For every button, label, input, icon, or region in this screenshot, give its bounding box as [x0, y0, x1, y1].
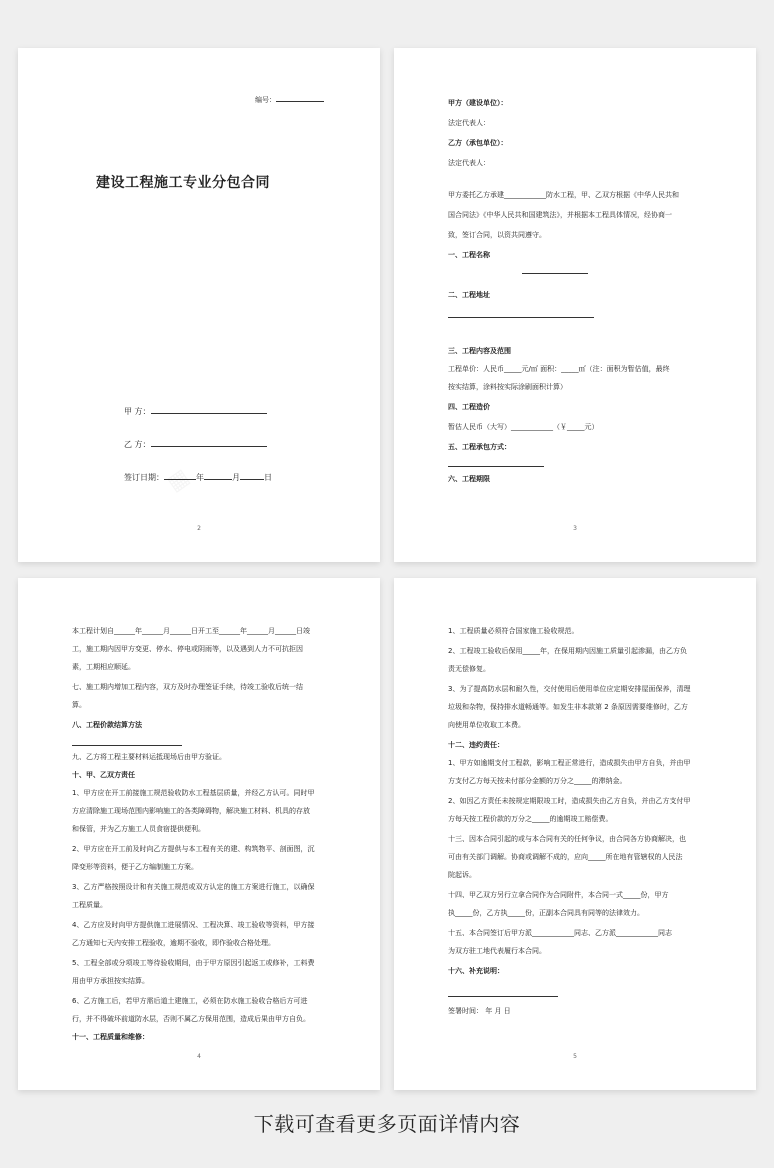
text-line: 本工程计划自______年______月______日开工至______年______月______日竣: [72, 627, 310, 635]
text-line: 工，施工期内因甲方变更、停水、停电或阴雨等，以及遇到人力不可抗拒因: [72, 645, 303, 653]
text-line: 6、乙方施工后，若甲方需后道土建施工，必须在防水施工验收合格后方可进: [72, 997, 308, 1005]
settlement-method-blank: [72, 738, 182, 746]
contract-page-3: [394, 48, 756, 562]
text-line: 十五、本合同签订后甲方派____________同志、乙方派____________同志: [448, 929, 672, 937]
serial-number: 编号：: [255, 94, 324, 105]
section-heading: 十二、违约责任：: [448, 741, 504, 749]
contract-page-5: [394, 578, 756, 1090]
text-line: 按实结算，涂料按实际涂刷面积计算）: [448, 383, 567, 391]
text-line: 责无偿修复。: [448, 665, 490, 673]
watermark: [163, 464, 194, 496]
text-line: 方应清除施工现场范围内影响施工的各类障碍物，解决施工材料、机具的存放: [72, 807, 310, 815]
page-4-text: [72, 626, 332, 1042]
text-line: 行，并不得破坏前道防水层，否则不属乙方保用范围，造成后果由甲方自负。: [72, 1015, 310, 1023]
text-line: 3、乙方严格按照设计和有关施工规范或双方认定的施工方案进行施工，以确保: [72, 883, 315, 891]
text-line: 降变形等资料，便于乙方编制施工方案。: [72, 863, 198, 871]
text-line: 暂估人民币（大写）____________（￥_____元）: [448, 423, 599, 431]
text-line: 垃圾和杂物，保持排水道畅通等。如发生非本款第 2 条原因需要维修时，乙方: [448, 703, 688, 711]
text-line: 九、乙方将工程主要材料运抵现场后由甲方验证。: [72, 753, 226, 761]
text-line: 2、甲方应在开工前及时向乙方提供与本工程有关的建、构筑物平、剖面图，沉: [72, 845, 315, 853]
section-heading: 十六、补充说明：: [448, 967, 504, 975]
supplement-blank: [448, 989, 558, 997]
text-line: 法定代表人：: [448, 119, 490, 127]
text-line: 2、工程竣工验收后保用_____年，在保用期内因施工质量引起渗漏，由乙方负: [448, 647, 687, 655]
text-line: 十三、因本合同引起的或与本合同有关的任何争议，由合同各方协商解决，也: [448, 835, 686, 843]
text-line: 方支付乙方每天按未付部分金额的万分之_____的滞纳金。: [448, 777, 627, 785]
text-line: 3、为了提高防水层和耐久性，交付使用后使用单位应定期安排屋面保养，清理: [448, 685, 691, 693]
section-heading: 八、工程价款结算方法: [72, 721, 142, 729]
project-address-blank: [448, 310, 594, 318]
page-5-text: [448, 626, 708, 1016]
text-line: 甲方委托乙方承建____________防水工程，甲、乙双方根据《中华人民共和: [448, 191, 679, 199]
download-more-banner[interactable]: 下载可查看更多页面详情内容: [253, 1112, 521, 1136]
party-b-field: 乙 方：: [124, 439, 267, 450]
text-line: 致，签订合同，以资共同遵守。: [448, 231, 546, 239]
section-heading: 十、甲、乙双方责任: [72, 771, 135, 779]
section-heading: 六、工程期限: [448, 475, 490, 483]
text-line: 1、甲方应在开工前接施工规范验收防水工程基层质量，并经乙方认可。同时甲: [72, 789, 315, 797]
text-line: 可由有关部门调解。协商或调解不成的，应向_____所在地有管辖权的人民法: [448, 853, 683, 861]
page-number: 5: [573, 1053, 577, 1060]
text-line: 1、甲方如逾期支付工程款，影响工程正常进行，造成损失由甲方自负，并由甲: [448, 759, 691, 767]
text-line: 5、工程全部或分项竣工等待验收期间，由于甲方原因引起返工或修补，工料费: [72, 959, 315, 967]
text-line: 向使用单位收取工本费。: [448, 721, 525, 729]
section-heading: 乙方（承包单位）：: [448, 139, 508, 147]
page-number: 3: [573, 525, 577, 532]
section-heading: 三、工程内容及范围: [448, 347, 511, 355]
text-line: 4、乙方应及时向甲方提供施工进展情况、工程决算、竣工验收等资料，甲方接: [72, 921, 315, 929]
text-line: 算。: [72, 701, 86, 709]
text-line: 用由甲方承担按实结算。: [72, 977, 149, 985]
text-line: 执_____份，乙方执_____份，正副本合同具有同等的法律效力。: [448, 909, 644, 917]
section-heading: 一、工程名称: [448, 251, 490, 259]
text-line: 工程单价：人民币_____元/㎡ 面积：_____㎡（注：面积为暂估值，最终: [448, 365, 670, 373]
section-heading: 甲方（建设单位）：: [448, 99, 508, 107]
text-line: 素，工期相应顺延。: [72, 663, 135, 671]
text-line: 为双方驻工地代表履行本合同。: [448, 947, 546, 955]
text-line: 七、施工期内增加工程内容，双方及时办理签证手续，待竣工验收后统一结: [72, 683, 303, 691]
text-line: 1、工程质量必须符合国家施工验收规范。: [448, 627, 579, 635]
text-line: 2、如因乙方责任未按规定期限竣工时，造成损失由乙方自负，并由乙方支付甲: [448, 797, 691, 805]
section-heading: 十一、工程质量和维修：: [72, 1033, 149, 1041]
section-heading: 四、工程造价: [448, 403, 490, 411]
page-number: 4: [197, 1053, 201, 1060]
text-line: 法定代表人：: [448, 159, 490, 167]
section-heading: 二、工程地址: [448, 291, 490, 299]
text-line: 乙方通知七天内安排工程验收，逾期不验收，即作验收合格处理。: [72, 939, 275, 947]
text-line: 工程质量。: [72, 901, 107, 909]
contract-page-4: [18, 578, 380, 1090]
project-name-blank: [522, 266, 588, 274]
text-line: 方每天按工程价款的万分之_____的逾期竣工赔偿费。: [448, 815, 613, 823]
text-line: 国合同法》《中华人民共和国建筑法》，并根据本工程具体情况，经协商一: [448, 211, 672, 219]
page-3-text: [448, 98, 708, 484]
serial-blank: [276, 94, 324, 102]
section-heading: 五、工程承包方式：: [448, 443, 511, 451]
contract-page-2: [18, 48, 380, 562]
text-line: 十四、甲乙双方另行立拿合同作为合同附件，本合同一式_____份，甲方: [448, 891, 669, 899]
page-number: 2: [197, 525, 201, 532]
text-line: 签署时间： 年 月 日: [448, 1007, 511, 1015]
text-line: 院起诉。: [448, 871, 476, 879]
text-line: 和保管，并为乙方施工人员食宿提供便利。: [72, 825, 205, 833]
party-a-field: 甲 方：: [124, 406, 267, 417]
contract-title: 建设工程施工专业分包合同: [96, 175, 270, 191]
contract-method-blank: [448, 459, 544, 467]
sign-date-field: 签订日期： 年 月 日: [124, 473, 272, 482]
